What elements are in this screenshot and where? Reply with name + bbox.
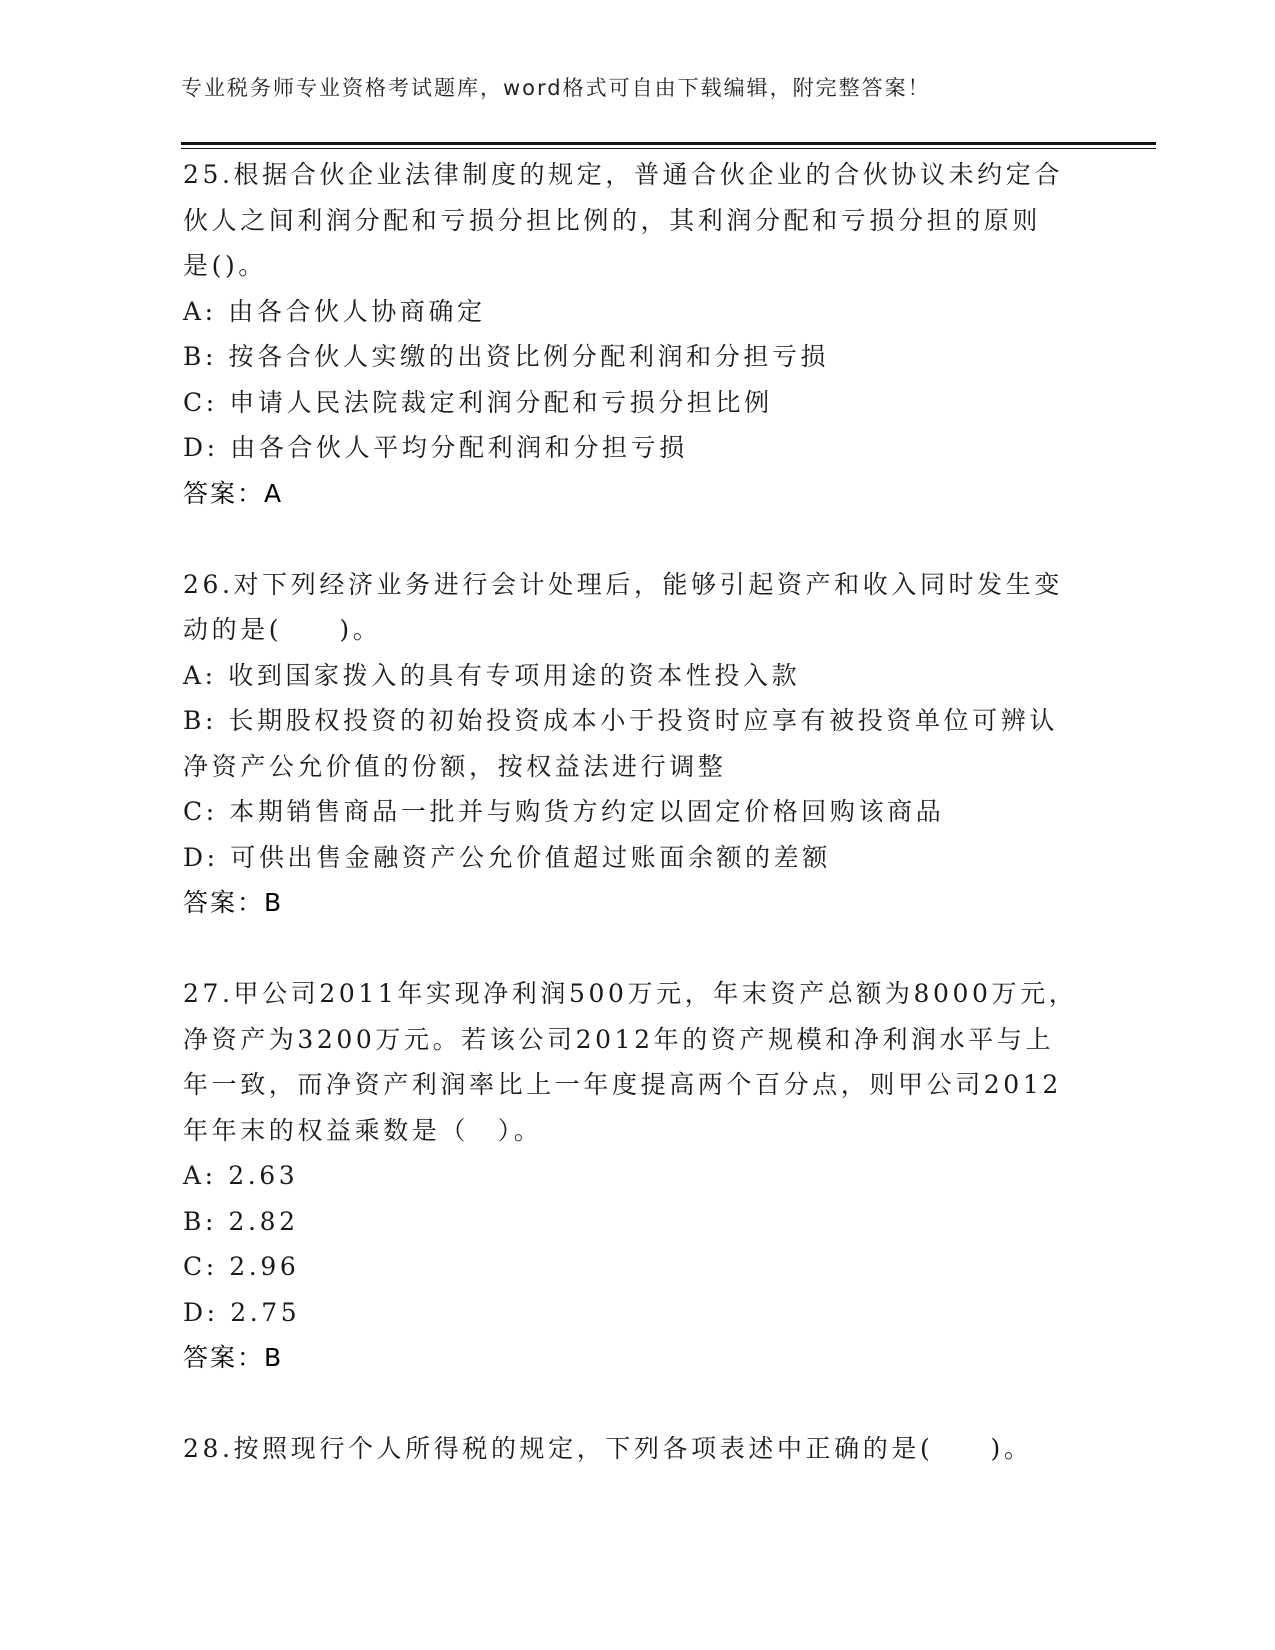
question-stem: 26.对下列经济业务进行会计处理后，能够引起资产和收入同时发生变 xyxy=(183,569,1063,599)
question-stem: 伙人之间利润分配和亏损分担比例的，其利润分配和亏损分担的原则 xyxy=(183,205,1042,235)
header-rule-thick xyxy=(181,142,1156,145)
question-26 xyxy=(183,562,1083,926)
option-a: A: 2.63 xyxy=(183,1161,299,1190)
option-c: C: 2.96 xyxy=(183,1252,300,1281)
question-stem: 动的是( )。 xyxy=(183,615,382,644)
question-stem: 年一致，而净资产利润率比上一年度提高两个百分点，则甲公司2012 xyxy=(183,1070,1062,1099)
answer-label: 答案：B xyxy=(183,1343,284,1372)
option-c: C: 本期销售商品一批并与购货方约定以固定价格回购该商品 xyxy=(183,797,945,826)
question-25 xyxy=(183,152,1083,516)
spacer xyxy=(183,1381,1083,1427)
question-stem: 净资产为3200万元。若该公司2012年的资产规模和净利润水平与上 xyxy=(183,1024,1055,1054)
option-b: B: 2.82 xyxy=(183,1206,299,1236)
answer-label: 答案：A xyxy=(183,478,284,508)
option-a: A: 由各合伙人协商确定 xyxy=(183,296,486,326)
question-stem: 25.根据合伙企业法律制度的规定，普通合伙企业的合伙协议未约定合 xyxy=(183,160,1063,189)
option-b-continued: 净资产公允价值的份额，按权益法进行调整 xyxy=(183,751,727,781)
option-d: D: 2.75 xyxy=(183,1297,301,1327)
question-28 xyxy=(183,1426,1083,1472)
question-stem: 28.按照现行个人所得税的规定，下列各项表述中正确的是( )。 xyxy=(183,1434,1033,1463)
spacer xyxy=(183,516,1083,562)
option-b: B: 长期股权投资的初始投资成本小于投资时应享有被投资单位可辨认 xyxy=(183,706,1058,735)
question-list xyxy=(183,152,1083,1472)
option-b: B: 按各合伙人实缴的出资比例分配利润和分担亏损 xyxy=(183,342,830,371)
spacer xyxy=(183,926,1083,972)
question-stem: 27.甲公司2011年实现净利润500万元，年末资产总额为8000万元， xyxy=(183,979,1078,1008)
answer-label: 答案：B xyxy=(183,888,284,917)
option-a: A: 收到国家拨入的具有专项用途的资本性投入款 xyxy=(183,660,801,690)
question-27 xyxy=(183,971,1083,1381)
header-rule-thin xyxy=(181,148,1156,149)
page-header: 专业税务师专业资格考试题库，word格式可自由下载编辑，附完整答案！ xyxy=(181,76,931,100)
question-stem: 年年末的权益乘数是（ ）。 xyxy=(183,1115,543,1145)
option-d: D: 由各合伙人平均分配利润和分担亏损 xyxy=(183,433,688,462)
option-c: C: 申请人民法院裁定利润分配和亏损分担比例 xyxy=(183,387,773,417)
question-stem: 是()。 xyxy=(183,251,267,280)
option-d: D: 可供出售金融资产公允价值超过账面余额的差额 xyxy=(183,842,831,872)
